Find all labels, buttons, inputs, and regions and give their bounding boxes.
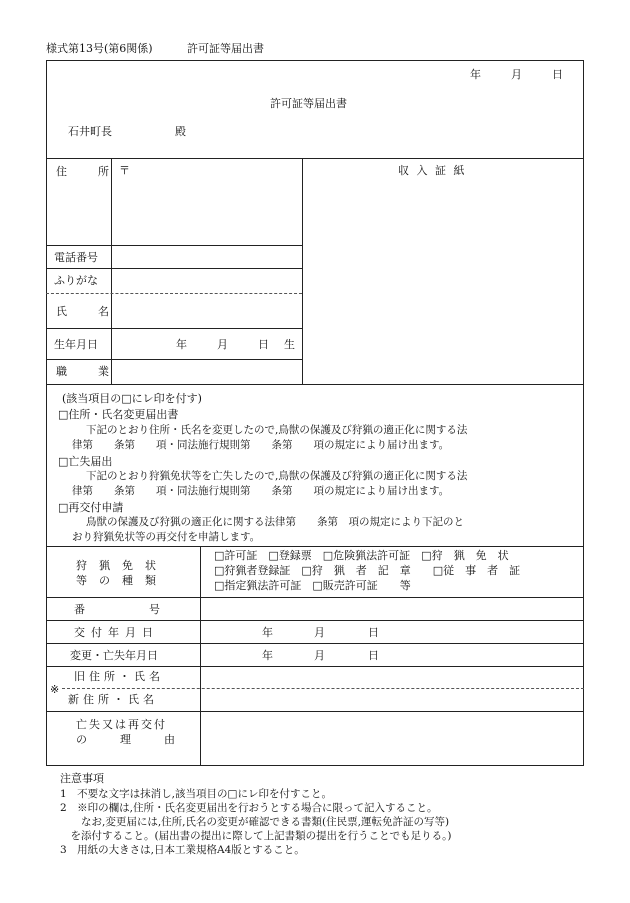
divider <box>46 643 584 644</box>
name-label: 氏 名 <box>56 305 119 318</box>
divider <box>46 711 584 712</box>
notes-heading: 注意事項 <box>60 772 104 785</box>
divider <box>46 546 584 547</box>
new-address-label: 新住所・氏名 <box>68 693 158 706</box>
honorific: 殿 <box>175 125 186 138</box>
divider <box>46 666 584 667</box>
asterisk-mark: ※ <box>50 683 60 696</box>
divider <box>46 245 302 246</box>
reissue-text: 鳥獣の保護及び狩猟の適正化に関する法律第 条第 項の規定により下記のと <box>86 516 464 528</box>
birth-year: 年 <box>176 338 187 351</box>
loss-notice-option[interactable]: □亡失届出 <box>58 455 113 468</box>
note-line: 1 不要な文字は抹消し,該当項目の□にレ印を付すこと。 <box>60 788 332 800</box>
issue-date-label: 交付年月日 <box>74 626 159 639</box>
occupation-label: 職 業 <box>56 365 119 378</box>
date-month: 月 <box>511 68 522 81</box>
change-day: 日 <box>368 649 379 662</box>
note-line: なお,変更届には,住所,氏名の変更が確認できる書類(住民票,運転免許証の写等) <box>60 816 450 828</box>
birth-suffix: 生 <box>284 338 295 351</box>
issue-day: 日 <box>368 626 379 639</box>
postal-mark-icon: 〒 <box>119 164 130 177</box>
reissue-text: おり狩猟免状等の再交付を申請します。 <box>72 531 261 543</box>
number-label: 番 号 <box>74 603 164 616</box>
reason-label: の 理 由 <box>76 733 175 746</box>
change-month: 月 <box>314 649 325 662</box>
loss-notice-text: 律第 条第 項・同法施行規則第 条第 項の規定により届け出ます。 <box>72 485 450 497</box>
revenue-stamp-label: 収 入 証 紙 <box>398 164 467 177</box>
change-notice-text: 下記のとおり住所・氏名を変更したので,鳥獣の保護及び狩猟の適正化に関する法 <box>86 424 468 436</box>
birth-label: 生年月日 <box>54 338 98 351</box>
license-options[interactable]: □許可証 □登録票 □危険猟法許可証 □狩 猟 免 状 <box>214 549 509 562</box>
note-line: 3 用紙の大きさは,日本工業規格A4版とすること。 <box>60 844 305 856</box>
divider <box>46 597 584 598</box>
old-address-label: 旧住所・氏名 <box>74 670 164 683</box>
divider <box>46 328 302 329</box>
dashed-divider <box>62 688 584 689</box>
change-date-label: 変更・亡失年月日 <box>70 649 158 662</box>
birth-month: 月 <box>217 338 228 351</box>
form-title: 許可証等届出書 <box>270 97 347 110</box>
divider <box>111 158 112 384</box>
change-year: 年 <box>262 649 273 662</box>
note-line: を添付すること。(届出書の提出に際して上記書類の提出を行うことでも足りる。) <box>60 830 452 842</box>
license-type-label: 狩猟免状 <box>76 559 168 572</box>
divider <box>46 158 584 159</box>
divider <box>46 268 302 269</box>
furigana-label: ふりがな <box>54 274 98 287</box>
date-day: 日 <box>552 68 563 81</box>
dashed-divider <box>46 293 302 294</box>
divider <box>46 620 584 621</box>
divider <box>46 384 584 385</box>
change-notice-option[interactable]: □住所・氏名変更届出書 <box>58 408 179 421</box>
divider <box>200 546 201 766</box>
address-label: 住 所 <box>56 165 119 178</box>
issue-year: 年 <box>262 626 273 639</box>
applicability-instruction: (該当項目の□にレ印を付す) <box>62 392 202 405</box>
form-number: 様式第13号(第6関係) <box>46 42 153 55</box>
license-options[interactable]: □狩猟者登録証 □狩 猟 者 記 章 □従 事 者 証 <box>214 564 521 577</box>
divider <box>302 158 303 384</box>
divider <box>46 359 302 360</box>
license-type-label: 等の種類 <box>76 574 168 587</box>
loss-notice-text: 下記のとおり狩猟免状等を亡失したので,鳥獣の保護及び狩猟の適正化に関する法 <box>86 470 468 482</box>
license-options[interactable]: □指定猟法許可証 □販売許可証 等 <box>214 579 411 592</box>
date-year: 年 <box>470 68 481 81</box>
change-notice-text: 律第 条第 項・同法施行規則第 条第 項の規定により届け出ます。 <box>72 439 450 451</box>
form-name: 許可証等届出書 <box>187 42 264 55</box>
birth-day: 日 <box>258 338 269 351</box>
note-line: 2 ※印の欄は,住所・氏名変更届出を行おうとする場合に限って記入すること。 <box>60 802 438 814</box>
issue-month: 月 <box>314 626 325 639</box>
phone-label: 電話番号 <box>54 251 98 264</box>
reason-label: 亡失又は再交付 <box>76 718 167 731</box>
reissue-option[interactable]: □再交付申請 <box>58 501 124 514</box>
addressee: 石井町長 <box>68 125 112 138</box>
